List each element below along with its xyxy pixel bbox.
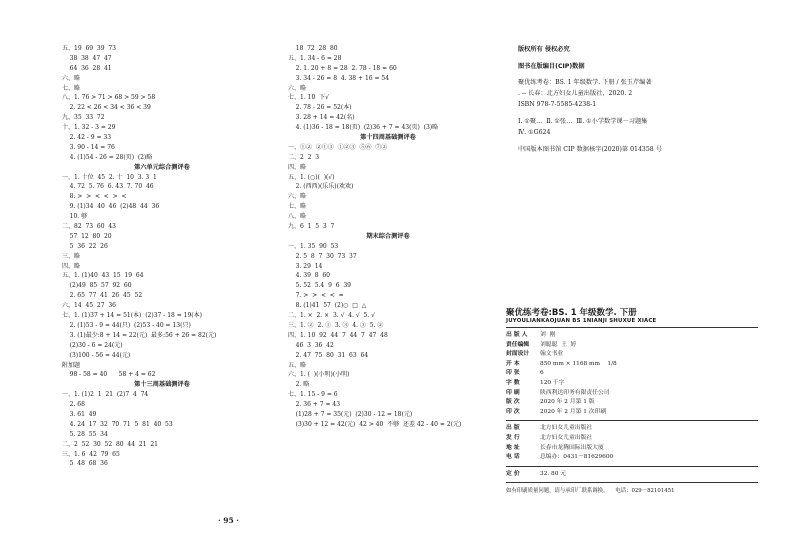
info-value: 北方妇女儿童出版社 [540,425,593,432]
answer-line: 3. 28 + 14 = 42(名) [288,114,355,122]
answer-line: 附加题 [62,361,81,369]
cip-line: Ⅰ. ①聚… Ⅱ. ①张… Ⅲ. ①小学数学课－习题集 [518,118,648,125]
info-row [506,398,758,408]
info-label: 出 版 人 [506,332,528,338]
answer-line: 七、1. 10 下√ [288,94,329,102]
answer-line: 5. 28 55 34 [62,430,108,438]
answer-line: 2. (西西)(乐乐)(欢欢) [288,183,354,191]
answer-line: 2. 65 77 41 26 45 52 [62,292,143,300]
answer-line: 一、1. 十位 45 2. 十 10 3. 3 1 [62,173,157,181]
answer-line: 九、6 1 5 3 7 [288,223,335,231]
cip-record [518,77,752,155]
answer-line: 8. (1)41 57 (2)○ □ △ [288,302,367,310]
price-value: 32. 80 元 [540,470,567,477]
answer-line: 57 12 80 20 [62,232,112,240]
answer-line: 2. 42 - 9 = 33 [62,134,112,142]
answer-line: 六、1. ( )(小明)(小明) [288,371,350,379]
answer-line: 46 3 36 42 [288,341,334,349]
answer-line: 二、2 2 3 [288,153,320,161]
answer-line: 五、略 [288,361,307,369]
info-value: 刘 刚 [540,332,556,338]
page-number: · 95 · [218,516,239,525]
section-heading: 第十三周基础测评卷 [134,381,190,389]
answer-line: 二、2 52 30 52 80 44 21 21 [62,440,158,448]
info-row [506,389,758,399]
copyright-column [506,44,752,495]
answer-line: 2. 22 < 26 < 34 < 36 < 39 [62,104,151,112]
info-label: 责任编辑 [506,341,530,348]
cip-line: Ⅳ. ①G624 [518,129,551,136]
answer-line: 六、略 [288,193,307,201]
answer-line: 18 72 28 80 [288,45,338,52]
answer-line: (2)49 85 57 92 60 [62,282,132,290]
answer-line: 2. 68 [62,401,85,409]
answer-line: 2. (1)53 - 9 = 44(只) (2)53 - 40 = 13(只) [62,321,191,329]
info-label: 发 行 [506,434,520,441]
publishing-details [506,331,758,417]
answer-line: 2. 略 [288,381,310,389]
answer-line: 38 38 47 47 [62,54,112,62]
answer-line: 五、19 69 39 73 [62,45,116,52]
answer-line: 3. 61 49 [62,410,97,418]
info-label: 出 版 [506,425,520,432]
answer-line: 五、1. 34 - 6 = 28 [288,54,342,62]
info-label: 版 次 [506,399,520,406]
info-label: 印 张 [506,370,520,377]
answer-line: (3)100 - 56 = 44(元) [62,351,131,359]
answer-line: 四、略 [62,262,81,270]
answer-column-middle [288,44,488,430]
info-row [506,453,758,463]
publisher-contact [506,424,758,462]
info-value: 总编办：0431－81629600 [540,454,614,461]
answer-line: 3. 34 - 26 = 8 4. 38 + 16 = 54 [288,74,390,82]
price-label: 定 价 [506,470,520,477]
answer-line: 一、1. (1)2 1 21 (2)7 4 74 [62,391,149,399]
info-row [506,444,758,454]
answer-line: 八、1. 76 > 71 > 68 > 59 > 58 [62,94,156,102]
info-value: 2020 年 2 月第 1 次印刷 [540,408,607,415]
info-label: 印 刷 [506,389,520,396]
answer-column-left [62,44,262,469]
info-row [506,408,758,418]
divider [506,482,758,483]
info-value: 6 [540,370,544,377]
answer-line: 64 36 28 41 [62,64,112,72]
answer-line: 9. (1)34 40 46 (2)48 44 36 [62,203,160,211]
info-label: 电 话 [506,454,520,461]
answer-line: (2)30 - 6 = 24(元) [62,341,123,349]
info-row [506,369,758,379]
info-value: 120 千字 [540,379,565,386]
info-value: 长春市龙腾国际出版大厦 [540,444,604,451]
answer-line: 七、略 [288,203,307,211]
answer-line: 五、1. (1)40 43 15 19 64 [62,272,144,280]
answer-line: 2. 47 75 80 31 63 64 [288,351,369,359]
answer-line: 4. 72 5. 76 6. 43 7. 70 46 [62,183,154,191]
answer-line: 四、略 [288,163,307,171]
cip-line: . -- 长春：北方妇女儿童出版社，2020. 2 [518,90,633,97]
info-value: 850 mm × 1168 mm 1/8 [540,360,617,367]
divider [506,327,758,328]
info-label: 印 次 [506,408,520,415]
answer-line: 4. (1)54 - 26 = 28(页) (2)略 [62,153,153,161]
quality-notice: 如有印刷质量问题，请与承印厂联系调换。 电话：029－82101451 [506,488,675,495]
answer-line: 7. > > < < = [288,292,344,300]
answer-line: 98 - 58 = 40 58 + 4 = 62 [62,371,156,379]
answer-line: 4. 24 17 32 70 71 5 81 40 53 [62,420,173,428]
info-row [506,341,758,351]
info-row [506,434,758,444]
answer-line: 2. 5 8 7 30 73 37 [288,252,357,260]
answer-line: 五、1. (○)( )(√) [288,173,335,181]
section-heading: 第十四周基础测评卷 [360,134,416,142]
info-value: 2020 年 2 月第 1 版 [540,399,595,406]
info-label: 字 数 [506,379,520,386]
price-row [506,470,758,480]
answer-line: 8. > > < < > < [62,193,127,201]
answer-line: 七、1. (1)37 + 14 = 51(本) (2)37 - 18 = 19(本) [62,312,202,320]
info-value: 陕西利达印务有限责任公司 [540,389,610,396]
section-heading: 期末综合测评卷 [366,232,410,240]
answer-line: (1)28 + 7 = 35(元) (2)30 - 12 = 18(元) [288,410,413,418]
publication-info [506,306,758,494]
cip-line: 聚优练考卷：BS. 1 年级数学. 下册 / 张玉芹编著 [518,79,652,86]
answer-line: 四、1. 10 92 44 7 44 7 47 48 [288,331,388,339]
info-value: 刘聪聪 王 婷 [540,341,577,348]
answer-line: 3. 29 14 [288,262,323,270]
answer-line: 三、略 [62,252,81,260]
answer-line: 5 48 68 36 [62,460,108,468]
divider [506,466,758,467]
info-row [506,331,758,341]
answer-line: 4. (1)36 - 18 = 18(页) (2)36 + 7 = 43(页) (3)略 [288,124,439,132]
book-title: 聚优练考卷:BS. 1 年级数学. 下册 [506,308,637,318]
cip-line: 中国版本图书馆 CIP 数据核字(2020)第 014358 号 [518,146,662,153]
info-row [506,379,758,389]
cip-line: ISBN 978-7-5585-4238-1 [518,101,597,108]
answer-line: 一、1. 35 90 53 [288,242,339,250]
answer-line: 十、1. 32 - 3 = 29 [62,124,116,132]
answer-line: 二、82 73 60 43 [62,223,116,231]
answer-line: 六、略 [62,74,81,82]
info-row [506,350,758,360]
answer-line: 九、35 33 72 [62,114,105,122]
answer-line: 七、1. 15 - 9 = 6 [288,391,338,399]
answer-line: 六、14 45 27 36 [62,302,116,310]
info-label: 开 本 [506,360,520,367]
divider [506,420,758,421]
answer-line: 3. (1)最少:8 + 14 = 22(元) 最多:56 + 26 = 82(元) [62,331,217,339]
section-heading: 第六单元综合测评卷 [134,163,190,171]
info-label: 地 址 [506,444,520,451]
answer-line: (3)30 + 12 = 42(元) 42 > 40 不够 还差 42 - 40 = 2(元) [288,420,462,428]
answer-line: 5. 52 5.4 9 6 39 [288,282,351,290]
book-pinyin-title: JUYOULIANKAOJUAN BS 1NIANJI SHUXUE XIACE [506,318,657,324]
info-label: 封面设计 [506,351,530,358]
answer-line: 三、1. 6 42 79 65 [62,450,120,458]
answer-line: 七、略 [62,84,81,92]
answer-line: 八、略 [288,213,307,221]
answer-line: 3. 90 - 14 = 76 [62,143,115,151]
answer-line: 六、略 [288,84,307,92]
answer-line: 一、①② ②①③ ①②③ ⑤⑥ ⑦② [288,143,388,151]
answer-line: 4. 39 8 60 [288,272,330,280]
answer-line: 2. 78 - 26 = 52(本) [288,104,352,112]
rights-statement: 版权所有 侵权必究 [518,46,570,53]
info-row [506,360,758,370]
answer-line: 5 36 22 26 [62,242,108,250]
answer-line: 2. 36 + 7 = 43 [288,401,341,409]
answer-line: 2. 1. 20 + 8 = 28 2. 78 - 18 = 60 [288,64,397,72]
answer-line: 二、1. × 2. × 3. √ 4. √ 5. √ [288,312,375,320]
info-value: 翰文书业 [540,351,564,358]
cip-heading: 图书在版编目(CIP)数据 [518,63,585,70]
info-value: 北方妇女儿童出版社 [540,434,593,441]
answer-line: 三、1. ② 2. ① 3. ③ 4. ③ 5. ② [288,321,384,329]
answer-line: 10. 够 [62,213,88,221]
info-row [506,424,758,434]
